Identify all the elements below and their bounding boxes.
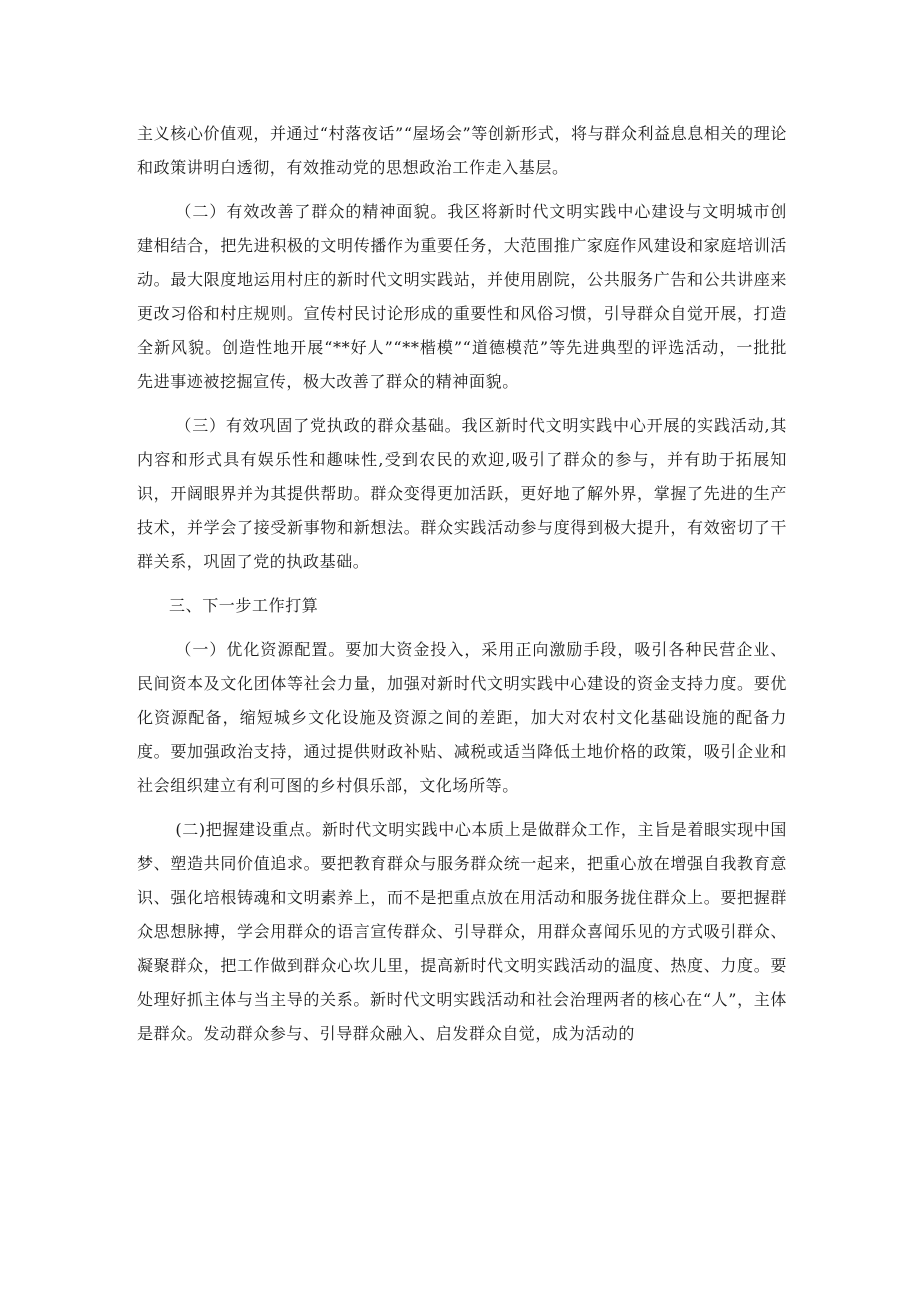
section-heading: 三、下一步工作打算 (169, 596, 319, 615)
paragraph-2: （二）有效改善了群众的精神面貌。我区将新时代文明实践中心建设与文明城市创建相结合，把先进积极的文明传播作为重要任务，大范围推广家庭作风建设和家庭培训活动。最大限度地运用村庄的新时代文明实践站，并使用剧院，公共服务广告和公共讲座来更改习俗和村庄规则。宣传村民讨论形成的重要性和风俗习惯，引导群众自觉开展，打造全新风貌。创造性地开展“**好人”“**楷模”“道德模范”等先进典型的评选活动，一批批先进事迹被挖掘宣传，极大改善了群众的精神面貌。 (137, 202, 787, 391)
document-body (137, 117, 787, 1061)
paragraph-1: 主义核心价值观，并通过“村落夜话”“屋场会”等创新形式，将与群众利益息息相关的理论和政策讲明白透彻，有效推动党的思想政治工作走入基层。 (137, 124, 787, 177)
paragraph-4: （一）优化资源配置。要加大资金投入，采用正向激励手段，吸引各种民营企业、民间资本及文化团体等社会力量，加强对新时代文明实践中心建设的资金支持力度。要优化资源配备，缩短城乡文化设施及资源之间的差距，加大对农村文化基础设施的配备力度。要加强政治支持，通过提供财政补贴、减税或适当降低土地价格的政策，吸引企业和社会组织建立有利可图的乡村俱乐部，文化场所等。 (137, 640, 787, 795)
paragraph-3: （三）有效巩固了党执政的群众基础。我区新时代文明实践中心开展的实践活动,其内容和形式具有娱乐性和趣味性,受到农民的欢迎,吸引了群众的参与，并有助于拓展知识，开阔眼界并为其提供帮助。群众变得更加活跃，更好地了解外界，掌握了先进的生产技术，并学会了接受新事物和新想法。群众实践活动参与度得到极大提升，有效密切了干群关系，巩固了党的执政基础。 (137, 416, 787, 571)
paragraph-5: (二)把握建设重点。新时代文明实践中心本质上是做群众工作，主旨是着眼实现中国梦、塑造共同价值追求。要把教育群众与服务群众统一起来，把重心放在增强自我教育意识、强化培根铸魂和文明素养上，而不是把重点放在用活动和服务拢住群众上。要把握群众思想脉搏，学会用群众的语言宣传群众、引导群众，用群众喜闻乐见的方式吸引群众、凝聚群众，把工作做到群众心坎儿里，提高新时代文明实践活动的温度、热度、力度。要处理好抓主体与当主导的关系。新时代文明实践活动和社会治理两者的核心在“人”，主体是群众。发动群众参与、引导群众融入、启发群众自觉，成为活动的 (137, 820, 787, 1043)
